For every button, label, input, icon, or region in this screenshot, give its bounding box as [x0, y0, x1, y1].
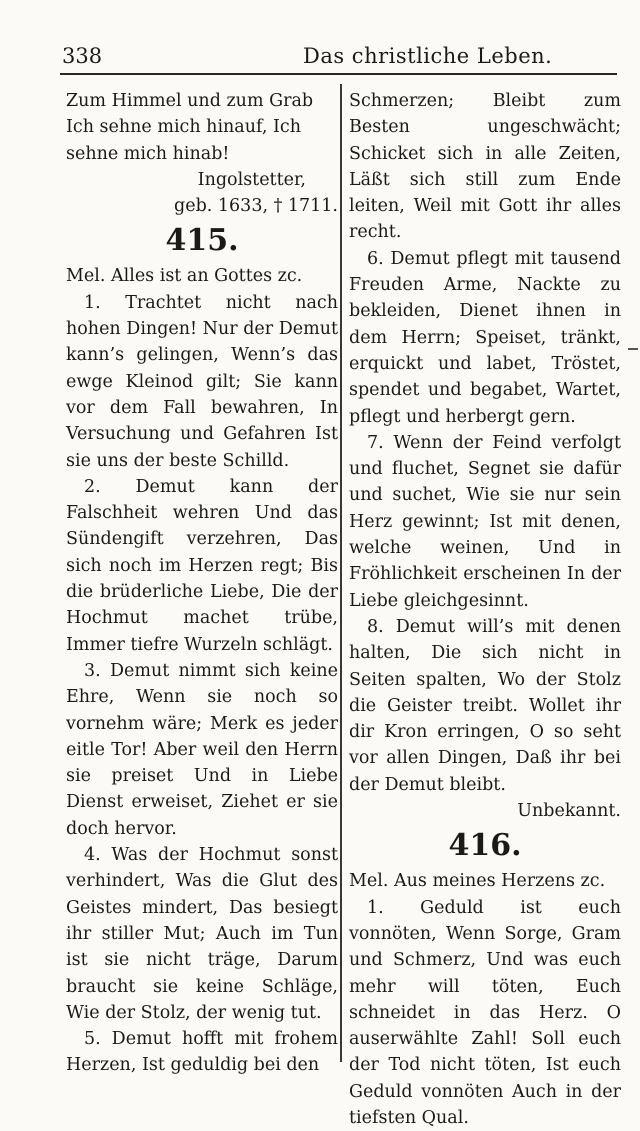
right-column	[349, 88, 621, 1131]
verse-415-7: 7. Wenn der Feind verfolgt und fluchet, Segnet sie dafür und suchet, Wie sie nur sein Herz gewinnt; Ist mit denen, welche weinen, Und in Fröhlichkeit erscheinen In der Liebe gleichgesinnt.	[349, 432, 621, 611]
hymn-number-415: 415.	[165, 223, 239, 259]
melody-note-415: Mel. Alles ist an Gottes zc.	[66, 266, 303, 287]
melody-note-416: Mel. Aus meines Herzens zc.	[349, 871, 606, 892]
verse-415-3: 3. Demut nimmt sich keine Ehre, Wenn sie noch so vornehm wäre; Merk es jeder eitle Tor! Aber weil den Herrn sie preiset Und in Liebe Dienst erweiset, Ziehet er sie doch hervor.	[66, 660, 338, 839]
author-dates: geb. 1633, † 1711.	[174, 196, 338, 217]
running-title: Das christliche Leben.	[303, 44, 553, 68]
hymn-number-416: 416.	[448, 828, 522, 864]
intro-line: Zum Himmel und zum Grab	[66, 91, 314, 111]
verse-415-2: 2. Demut kann der Falschheit wehren Und das Sündengift verzehren, Das sich noch im Herzen regt; Bis die brüderliche Liebe, Die der Hochmut machet trübe, Immer tiefre Wurzeln schlägt.	[66, 476, 338, 655]
verse-415-8: 8. Demut will’s mit denen halten, Die sich nicht in Seiten spalten, Wo der Stolz die Geister treibt. Wollet ihr dir Kron erringen, O so seht vor allen Dingen, Daß ihr bei der Demut bleibt.	[349, 616, 621, 795]
author-name: Ingolstetter,	[197, 169, 306, 190]
page-number: 338	[62, 44, 103, 68]
margin-mark	[628, 348, 638, 350]
left-column	[66, 88, 338, 1079]
column-divider	[340, 84, 342, 1062]
running-header	[60, 40, 620, 74]
verse-416-1: 1. Geduld ist euch vonnöten, Wenn Sorge, Gram und Schmerz, Und was euch mehr will töten, Euch schneidet in das Herz. O auserwählte Zahl! Soll euch der Tod nicht töten, Ist euch Geduld vonnöten Auch in der tiefsten Qual.	[349, 897, 621, 1128]
verse-415-5-continued: Schmerzen; Bleibt zum Besten ungeschwächt; Schicket sich in alle Zeiten, Läßt sich still zum Ende leiten, Weil mit Gott ihr alles recht.	[349, 91, 621, 243]
verse-415-4: 4. Was der Hochmut sonst verhindert, Was die Glut des Geistes mindert, Das besiegt ihr stiller Mut; Auch im Tun ist sie nicht träge, Darum braucht sie keine Schläge, Wie der Stolz, der wenig tut.	[66, 845, 338, 1023]
verse-415-1: 1. Trachtet nicht nach hohen Dingen! Nur der Demut kann’s gelingen, Wenn’s das ewge Kleinod gilt; Sie kann vor dem Fall bewahren, In Versuchung und Gefahren Ist sie uns der beste Schilld.	[66, 292, 338, 471]
author-unknown: Unbekannt.	[517, 801, 621, 822]
header-rule	[60, 73, 617, 75]
verse-415-5: 5. Demut hofft mit frohem Herzen, Ist geduldig bei den	[66, 1029, 338, 1076]
verse-415-6: 6. Demut pflegt mit tausend Freuden Arme, Nackte zu bekleiden, Dienet ihnen in dem Herrn; Speiset, tränkt, erquickt und labet, Tröstet, spendet und begabet, Wartet, pflegt und herbergt gern.	[349, 248, 621, 427]
intro-line: sehne mich hinab!	[66, 143, 230, 164]
intro-line: Ich sehne mich hinauf, Ich	[66, 117, 301, 138]
